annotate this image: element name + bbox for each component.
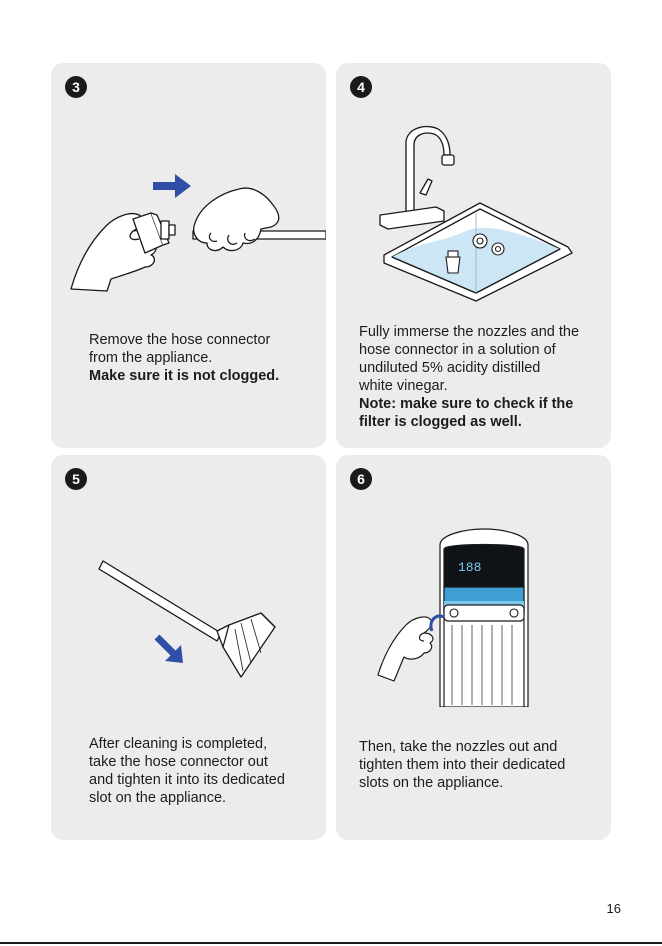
instruction-line: white vinegar. [359, 378, 448, 394]
step-instructions [89, 331, 279, 385]
instruction-line: Fully immerse the nozzles and the [359, 324, 580, 340]
step-number-badge: 6 [350, 468, 372, 490]
step-card-3 [51, 63, 326, 448]
remove-hose-connector-illustration [61, 171, 326, 301]
instruction-line: undiluted 5% acidity distilled [359, 360, 541, 376]
tower-fan-illustration [374, 525, 574, 707]
step-card-4 [336, 63, 611, 448]
arrow-down-right-icon [157, 637, 183, 663]
page-number: 16 [606, 901, 621, 916]
step-instructions [359, 323, 579, 431]
instruction-note: filter is clogged as well. [359, 414, 522, 430]
instruction-line: Remove the hose connector [89, 332, 271, 348]
instruction-line: slots on the appliance. [359, 775, 504, 791]
instruction-line: Then, take the nozzles out and [359, 739, 558, 755]
step-number-badge: 3 [65, 76, 87, 98]
step-instructions [359, 738, 565, 792]
vinegar-soak-illustration [376, 123, 576, 303]
instruction-line: hose connector in a solution of [359, 342, 556, 358]
instruction-line: slot on the appliance. [89, 790, 227, 806]
instruction-note: Note: make sure to check if the [359, 396, 574, 412]
instruction-line: After cleaning is completed, [89, 736, 268, 752]
step-number-badge: 5 [65, 468, 87, 490]
instruction-line: and tighten it into its dedicated [89, 772, 285, 788]
step-instructions [89, 735, 285, 807]
step-number-badge: 4 [350, 76, 372, 98]
instruction-note: Make sure it is not clogged. [89, 368, 280, 384]
instruction-line: take the hose connector out [89, 754, 268, 770]
fan-display-readout: 188 [458, 560, 482, 575]
footer-rule [0, 942, 662, 944]
arrow-right-icon [153, 174, 191, 198]
instruction-line: from the appliance. [89, 350, 213, 366]
step-card-5 [51, 455, 326, 840]
instruction-line: tighten them into their dedicated [359, 757, 566, 773]
step-card-6 [336, 455, 611, 840]
hose-connector-illustration [91, 553, 291, 693]
